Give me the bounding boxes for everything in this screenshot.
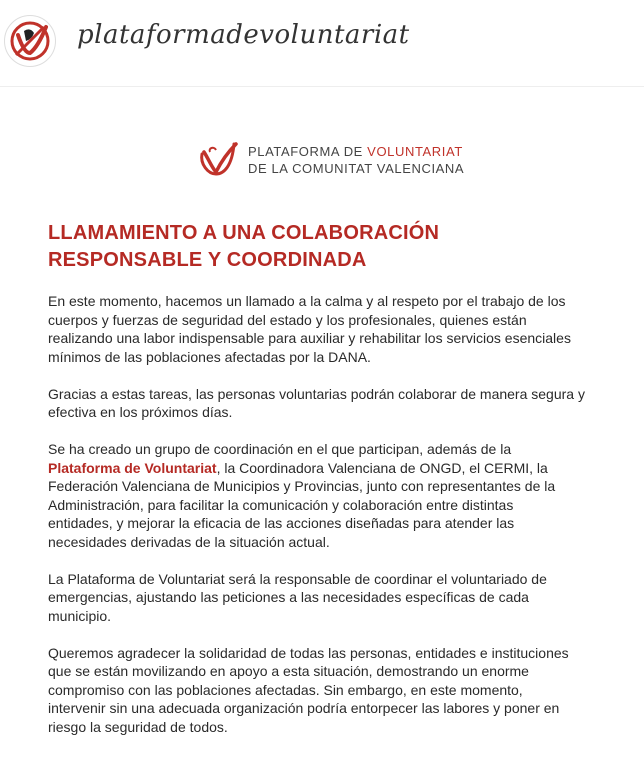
org-line1-accent: VOLUNTARIAT: [367, 144, 463, 159]
text-line: emergencias, ajustando las peticiones a las necesidades específicas de cada: [48, 589, 529, 605]
text-line: necesidades derivadas de la situación actual.: [48, 533, 330, 550]
text-line: [48, 459, 628, 478]
text-line: entidades, y mejorar la eficacia de las acciones diseñadas para atender las: [48, 515, 515, 531]
plataforma-mention: Plataforma de Voluntariat: [48, 459, 217, 476]
text-line: municipio.: [48, 607, 112, 624]
text-line: Federación Valenciana de Municipios y Provincias, junto con representantes de la: [48, 478, 556, 494]
paragraph-5: [48, 644, 628, 737]
text-line: La Plataforma de Voluntariat será la responsable de coordinar el voluntariado de: [48, 570, 547, 587]
text-line: intervenir sin una adecuada organización podría entorpecer las labores y poner en: [48, 700, 560, 716]
plataforma-logo-icon: [8, 19, 52, 63]
title-line-2: RESPONSABLE Y COORDINADA: [48, 249, 367, 271]
page-title: [48, 220, 608, 274]
text-line: cuerpos y fuerzas de seguridad del estado y los profesionales, quienes están: [48, 311, 527, 328]
org-line2: DE LA COMUNITAT VALENCIANA: [248, 161, 465, 176]
text-line: En este momento, hacemos un llamado a la calma y al respeto por el trabajo de los: [48, 293, 566, 309]
header-divider: [0, 86, 644, 87]
organization-name: [248, 143, 464, 177]
profile-header: [0, 0, 644, 86]
post-body: [48, 292, 628, 755]
text-line: que se están movilizando en apoyo a esta situación, demostrando un enorme: [48, 663, 529, 679]
username[interactable]: plataformadevoluntariat: [77, 20, 410, 50]
avatar[interactable]: [4, 15, 56, 67]
paragraph-4: [48, 570, 628, 626]
text-line: efectiva en los próximos días.: [48, 404, 233, 420]
text-line: compromiso con las poblaciones afectadas. Sin embargo, en este momento,: [48, 681, 523, 698]
text-line: Queremos agradecer la solidaridad de todas las personas, entidades e instituciones: [48, 644, 569, 661]
text-line: riesgo la seguridad de todos.: [48, 718, 228, 735]
text-line: realizando una labor indispensable para auxiliar y rehabilitar los servicios esenciales: [48, 330, 571, 346]
org-line1-prefix: PLATAFORMA DE: [248, 144, 368, 159]
organization-logo: [196, 140, 464, 180]
text-line: Gracias a estas tareas, las personas voluntarias podrán colaborar de manera segura y: [48, 385, 585, 402]
check-heart-logo-icon: [196, 140, 240, 180]
text-line: Se ha creado un grupo de coordinación en el que participan, además de la: [48, 441, 512, 457]
text-line: mínimos de las poblaciones afectadas por la DANA.: [48, 348, 371, 365]
title-line-1: LLAMAMIENTO A UNA COLABORACIÓN: [48, 222, 440, 244]
text-line: Administración, para facilitar la comunicación y colaboración entre distintas: [48, 496, 514, 513]
text-fragment: , la Coordinadora Valenciana de ONGD, el CERMI, la: [216, 459, 548, 476]
paragraph-2: [48, 385, 628, 422]
paragraph-3: [48, 440, 628, 551]
paragraph-1: [48, 292, 628, 366]
